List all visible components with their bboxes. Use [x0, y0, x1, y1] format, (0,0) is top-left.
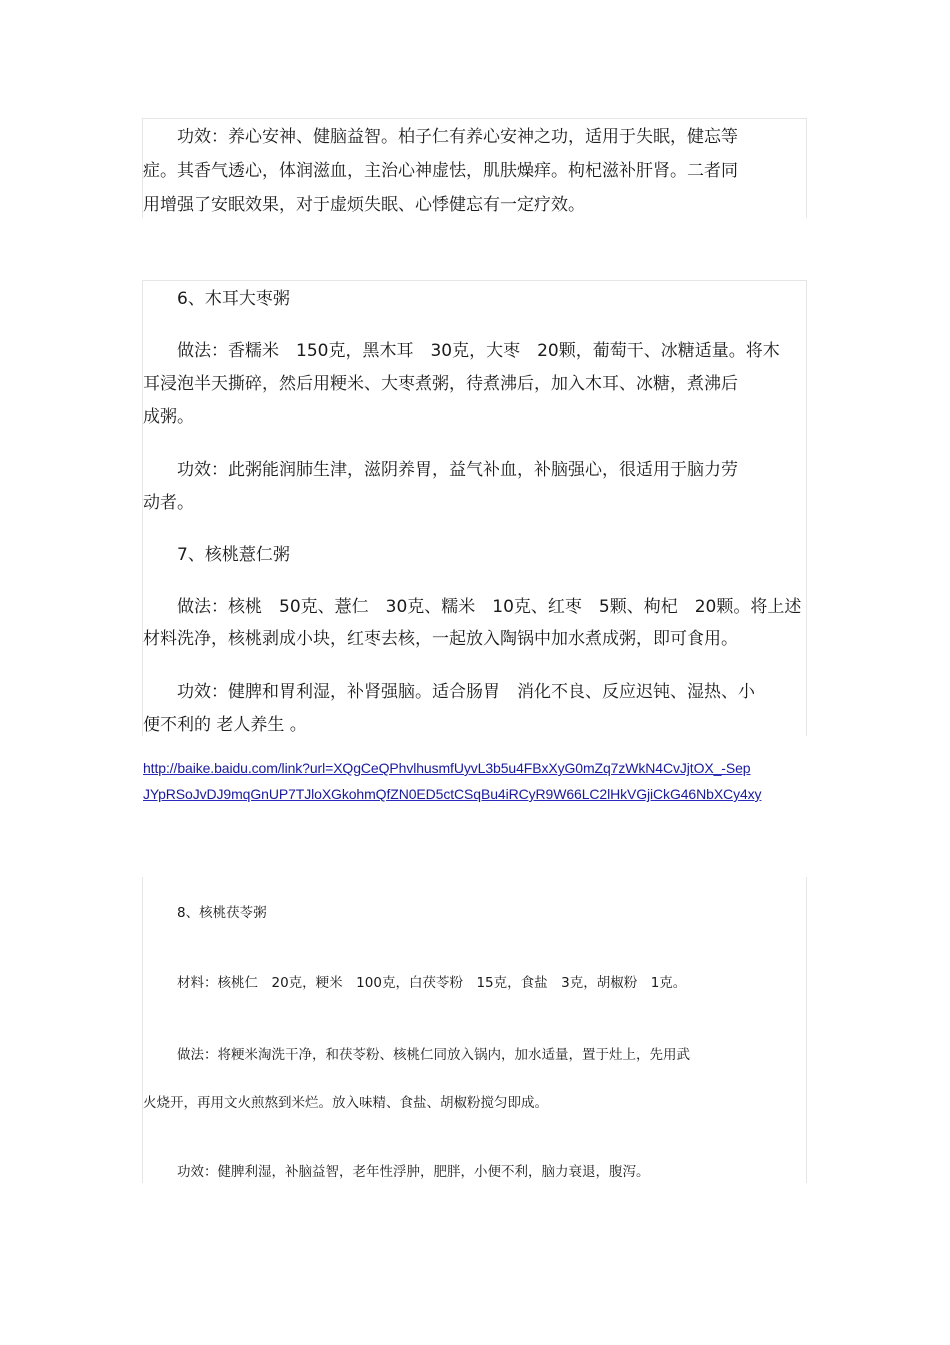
recipe-6-method-line: 成粥。: [143, 407, 194, 427]
recipe-7-heading: 7、核桃薏仁粥: [143, 545, 290, 565]
recipe-8-materials: 材料：核桃仁 20克，粳米 100克，白茯苓粉 15克，食盐 3克，胡椒粉 1克。: [177, 975, 687, 991]
recipe-7-effect-line: 功效：健脾和胃利湿，补肾强脑。适合肠胃 消化不良、反应迟钝、湿热、小: [143, 682, 755, 702]
recipe-8-method-line: 火烧开，再用文火煎熬到米烂。放入味精、食盐、胡椒粉搅匀即成。: [143, 1095, 548, 1111]
recipe-6-effect-line: 动者。: [143, 493, 194, 513]
recipe-6-method-line: 做法：香糯米 150克，黑木耳 30克，大枣 20颗，葡萄干、冰糖适量。将木: [143, 341, 780, 361]
source-link[interactable]: http://baike.baidu.com/link?url=XQgCeQPhvlhusmfUyvL3b5u4FBxXyG0mZq7zWkN4CvJjtOX_-Sep: [143, 760, 751, 776]
recipe-6-method-line: 耳浸泡半天撕碎，然后用粳米、大枣煮粥，待煮沸后，加入木耳、冰糖，煮沸后: [143, 374, 738, 394]
effect-paragraph-line: 症。其香气透心，体润滋血，主治心神虚怯，肌肤燥痒。枸杞滋补肝肾。二者同: [143, 161, 738, 181]
effect-paragraph-line: 用增强了安眠效果，对于虚烦失眠、心悸健忘有一定疗效。: [143, 195, 585, 215]
recipe-8-effect: 功效：健脾利湿，补脑益智，老年性浮肿，肥胖，小便不利，脑力衰退，腹泻。: [177, 1164, 650, 1180]
recipe-6-effect-line: 功效：此粥能润肺生津，滋阴养胃，益气补血，补脑强心，很适用于脑力劳: [143, 460, 738, 480]
recipe-8-heading: 8、核桃茯苓粥: [177, 905, 267, 921]
recipe-7-effect-line: 便不利的 老人养生 。: [143, 715, 307, 735]
recipe-6-heading: 6、木耳大枣粥: [143, 289, 290, 309]
recipe-7-method-line: 做法：核桃 50克、薏仁 30克、糯米 10克、红枣 5颗、枸杞 20颗。将上述: [143, 597, 802, 617]
effect-paragraph-line: 功效：养心安神、健脑益智。柏子仁有养心安神之功，适用于失眠，健忘等: [143, 127, 738, 147]
recipe-8-method-line: 做法：将粳米淘洗干净，和茯苓粉、核桃仁同放入锅内，加水适量，置于灶上，先用武: [177, 1047, 690, 1063]
source-link[interactable]: JYpRSoJvDJ9mqGnUP7TJloXGkohmQfZN0ED5ctCSqBu4iRCyR9W66LC2lHkVGjiCkG46NbXCy4xy: [143, 786, 762, 802]
recipe-7-method-line: 材料洗净，核桃剥成小块，红枣去核，一起放入陶锅中加水煮成粥，即可食用。: [143, 629, 738, 649]
